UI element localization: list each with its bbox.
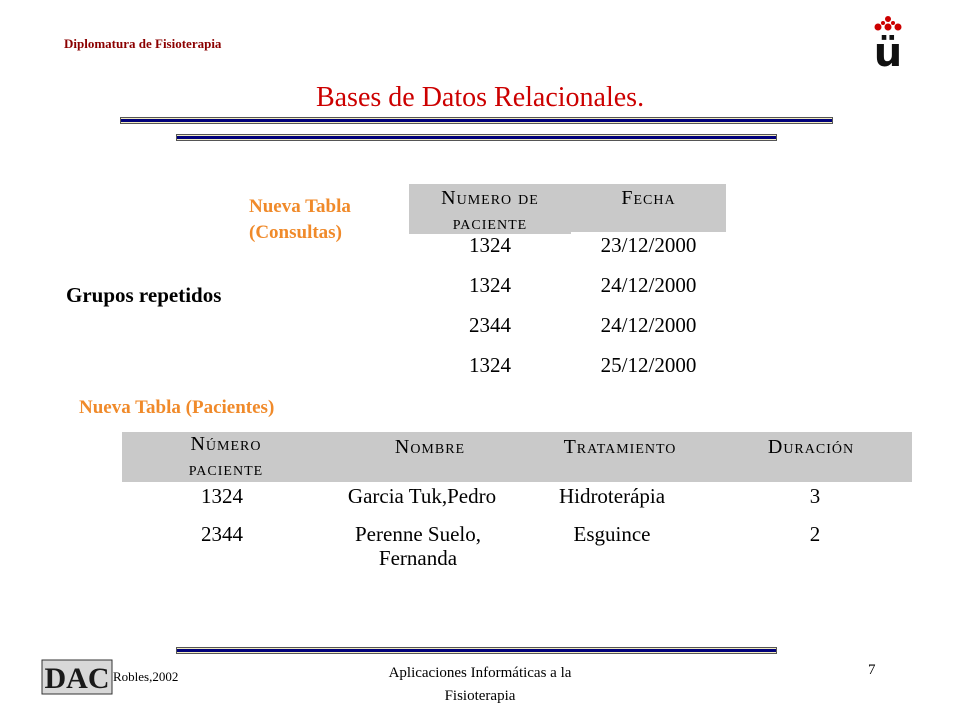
table-cell: 2 [809, 522, 821, 546]
page-number: 7 [868, 662, 876, 678]
table-cell: Perenne Suelo, Fernanda [355, 522, 481, 570]
table-cell: 2344 [201, 522, 243, 546]
consultas-label-line2: (Consultas) [249, 221, 342, 243]
table-cell: 1324 [469, 353, 511, 377]
table-cell: Garcia Tuk,Pedro [347, 484, 497, 508]
footer-course: Aplicaciones Informáticas a la Fisioterapia [388, 665, 572, 704]
footer-rule [176, 647, 777, 654]
table-cell: 2344 [469, 313, 511, 337]
table-cell: Esguince [573, 522, 651, 546]
table-cell: 25/12/2000 [600, 353, 697, 377]
table-cell: 24/12/2000 [600, 273, 697, 297]
table-cell: 1324 [201, 484, 243, 508]
pacientes-header-tratamiento: Tratamiento [530, 432, 710, 482]
consultas-table-label [249, 194, 399, 245]
title-underline-bottom [176, 134, 777, 141]
table-cell: 1324 [469, 273, 511, 297]
grupos-repetidos-label: Grupos repetidos [66, 283, 222, 307]
page-title: Bases de Datos Relacionales. [315, 82, 645, 113]
dac-logo [41, 659, 113, 695]
table-cell: Hidroterápia [558, 484, 666, 508]
consultas-label-line1: Nueva Tabla [249, 196, 351, 217]
pacientes-header-nombre: Nombre [330, 432, 530, 482]
consultas-header-fecha: Fecha [571, 184, 726, 232]
footer-author: Robles,2002 [113, 669, 179, 684]
university-logo [866, 14, 910, 70]
logo-letter: ü [873, 30, 903, 70]
pacientes-header-duracion: Duración [710, 432, 912, 482]
pacientes-table-label: Nueva Tabla (Pacientes) [79, 397, 275, 418]
program-name: Diplomatura de Fisioterapia [64, 36, 222, 51]
svg-text:DAC: DAC [44, 662, 110, 695]
table-cell: 1324 [469, 233, 511, 257]
table-cell: 24/12/2000 [600, 313, 697, 337]
crown-icon [875, 16, 902, 31]
consultas-header-paciente: Numero de paciente [409, 184, 571, 234]
table-cell: 23/12/2000 [600, 233, 697, 257]
pacientes-header-numero: Número paciente [122, 432, 330, 482]
title-underline-top [120, 117, 833, 124]
table-cell: 3 [809, 484, 821, 508]
